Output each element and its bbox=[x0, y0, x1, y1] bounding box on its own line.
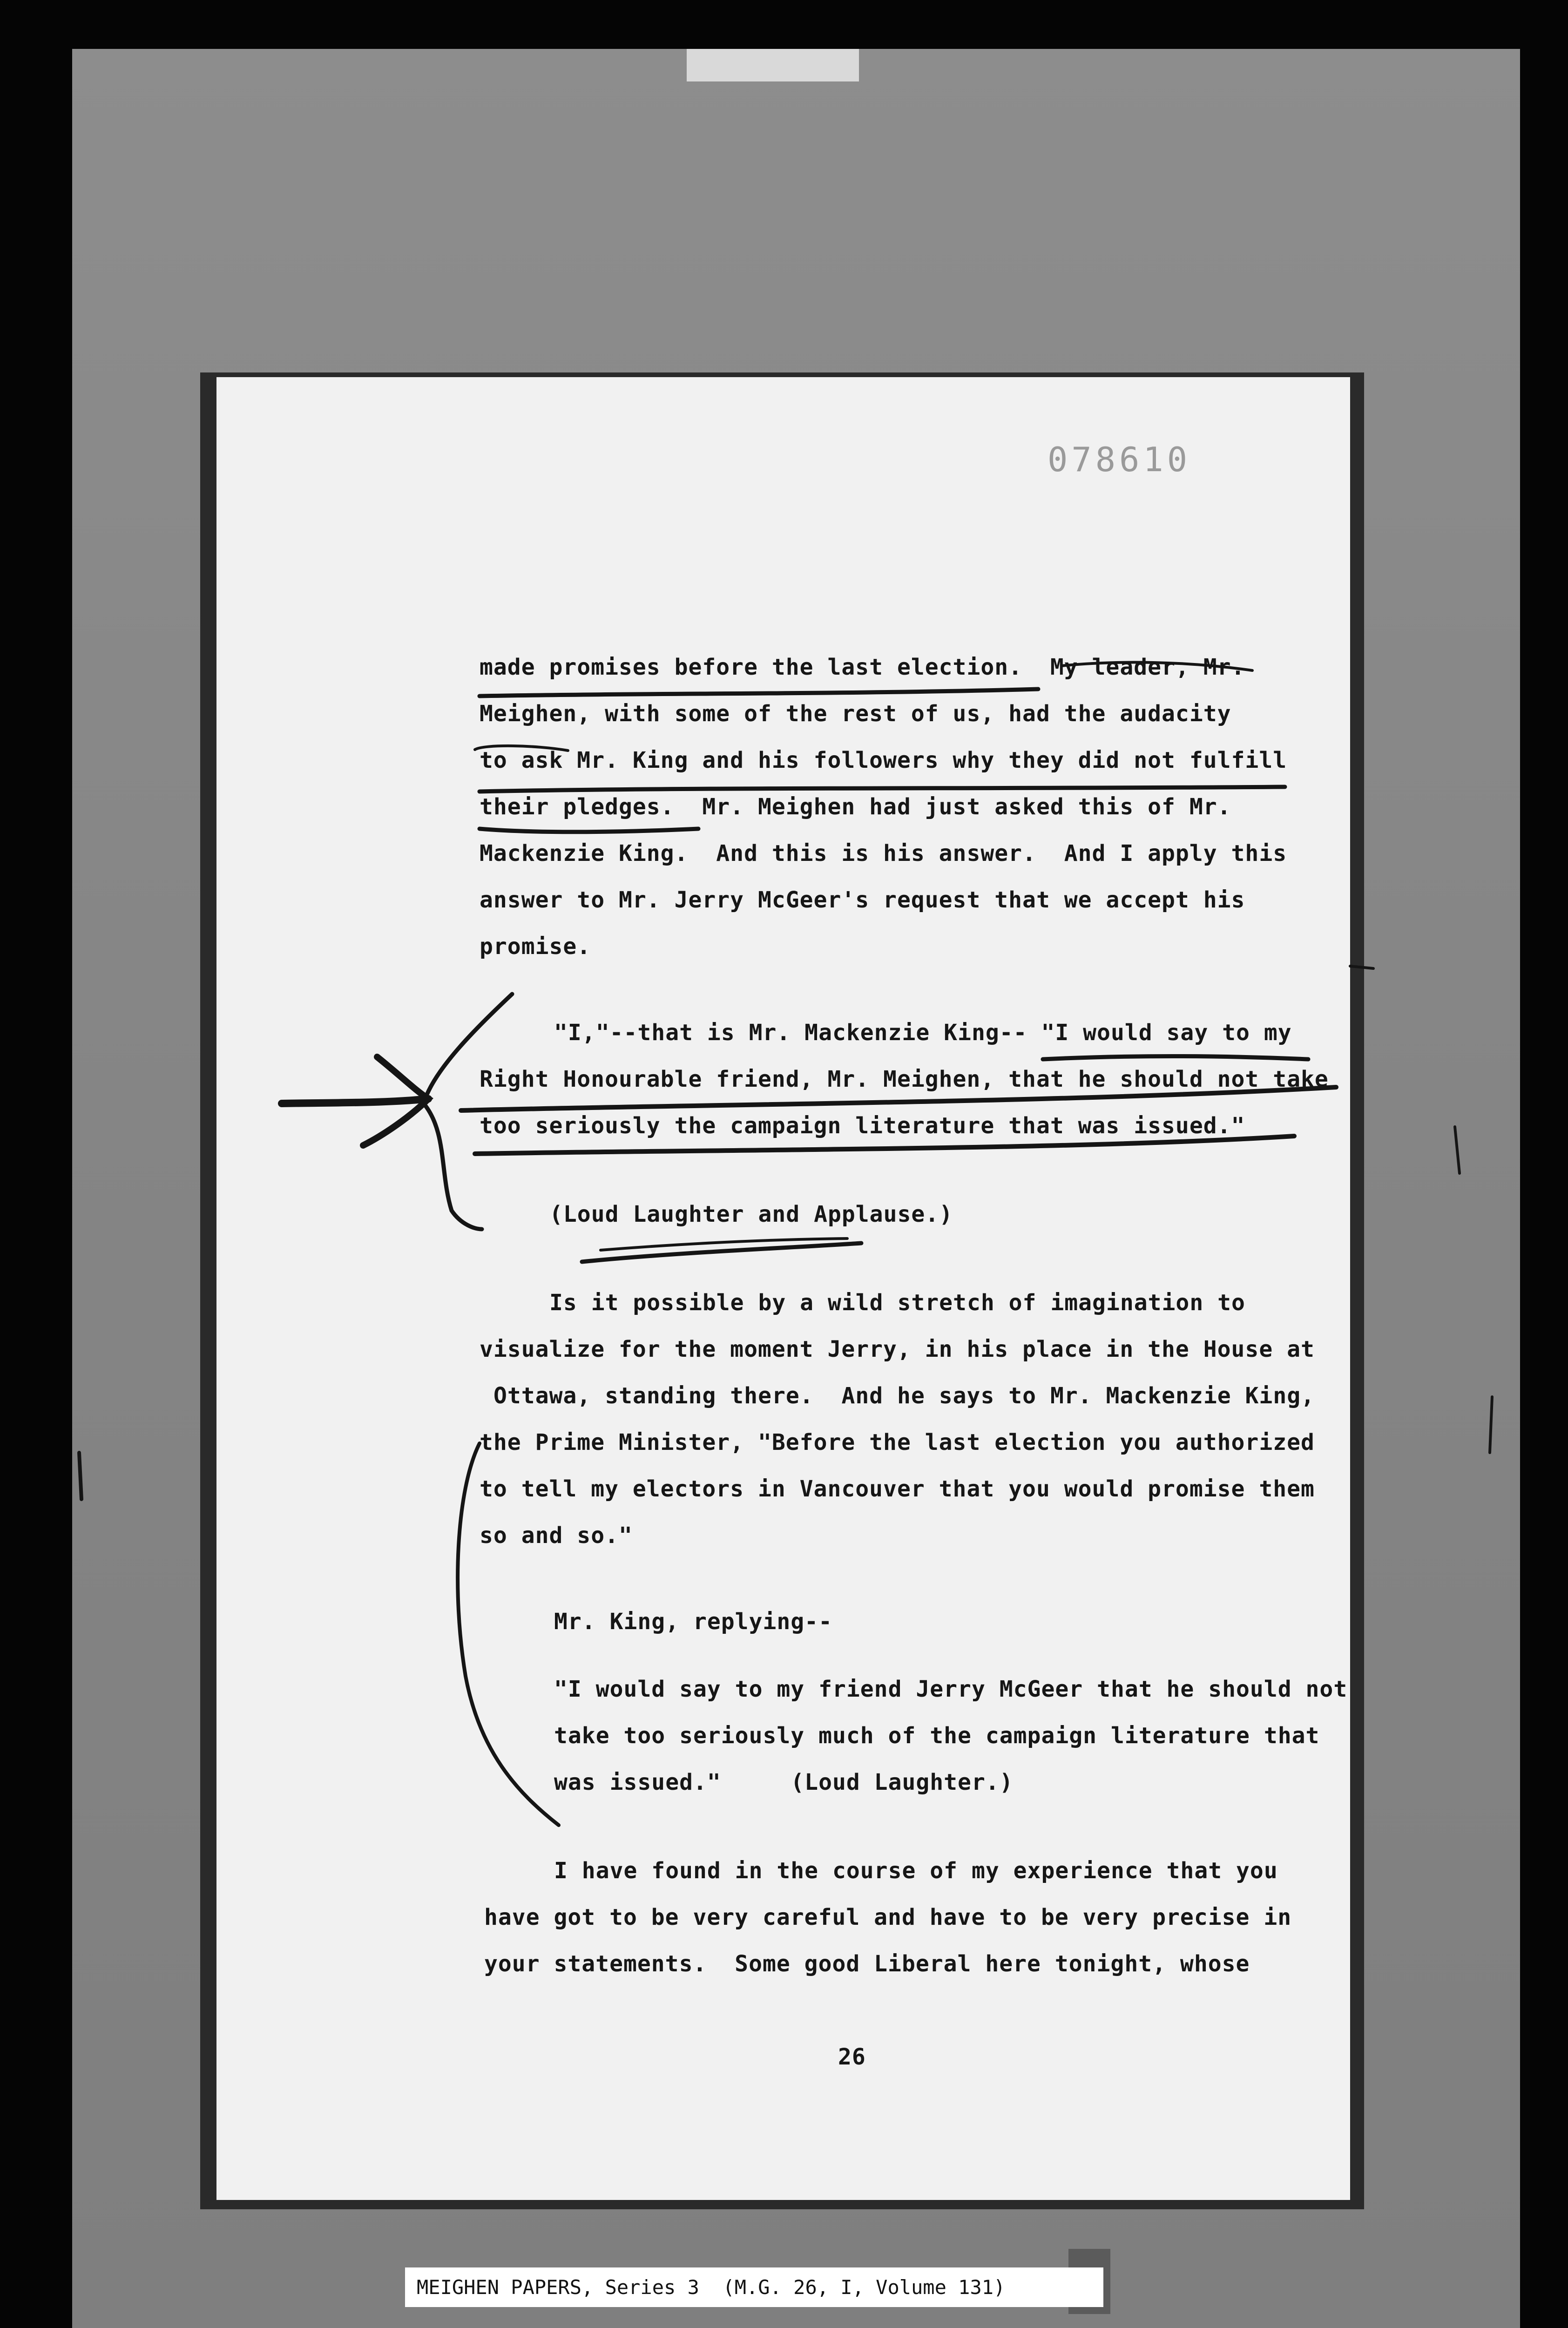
text-line: I have found in the course of my experience that you bbox=[554, 1858, 1278, 1884]
text-line: to ask Mr. King and his followers why they did not fulfill bbox=[480, 747, 1287, 773]
underline-mark bbox=[582, 1243, 861, 1262]
text-line: to tell my electors in Vancouver that you would promise them bbox=[480, 1476, 1315, 1502]
underline-mark bbox=[480, 689, 1038, 696]
text-line: the Prime Minister, "Before the last election you authorized bbox=[480, 1429, 1315, 1455]
collection-label: MEIGHEN PAPERS, Series 3 (M.G. 26, I, Volume 131) bbox=[405, 2267, 1103, 2307]
underline-mark bbox=[475, 1136, 1294, 1154]
stray-mark bbox=[1455, 1127, 1460, 1173]
speaker-line: Mr. King, replying-- bbox=[554, 1609, 832, 1635]
stray-mark bbox=[79, 1453, 81, 1499]
quote-line: "I,"--that is Mr. Mackenzie King-- "I would say to my bbox=[554, 1020, 1292, 1046]
laughter-note: (Loud Laughter and Applause.) bbox=[549, 1201, 953, 1227]
underline-mark bbox=[480, 787, 1285, 792]
quote-line: was issued." (Loud Laughter.) bbox=[554, 1769, 1014, 1795]
text-line: Is it possible by a wild stretch of imagination to bbox=[549, 1290, 1245, 1316]
text-line: have got to be very careful and have to be very precise in bbox=[484, 1904, 1292, 1930]
text-line: your statements. Some good Liberal here tonight, whose bbox=[484, 1951, 1250, 1977]
underline-mark bbox=[475, 746, 568, 751]
text-line: Meighen, with some of the rest of us, had the audacity bbox=[480, 701, 1231, 727]
catalog-number: 078610 bbox=[1048, 440, 1191, 479]
text-line: their pledges. Mr. Meighen had just asked this of Mr. bbox=[480, 794, 1231, 820]
text-line: so and so." bbox=[480, 1523, 633, 1549]
stray-mark bbox=[1350, 966, 1373, 968]
underline-mark bbox=[480, 829, 698, 832]
text-line: visualize for the moment Jerry, in his place in the House at bbox=[480, 1336, 1315, 1362]
quote-line: Right Honourable friend, Mr. Meighen, that he should not take bbox=[480, 1066, 1329, 1092]
text-line: Mackenzie King. And this is his answer. And I apply this bbox=[480, 840, 1287, 866]
text-line: made promises before the last election. My leader, Mr. bbox=[480, 654, 1245, 680]
arrow-mark bbox=[282, 1099, 428, 1103]
underline-mark bbox=[1043, 1056, 1308, 1059]
page-number: 26 bbox=[838, 2044, 866, 2070]
stray-mark bbox=[1490, 1397, 1492, 1453]
quote-line: too seriously the campaign literature that was issued." bbox=[480, 1113, 1245, 1139]
bracket-mark bbox=[458, 1443, 559, 1825]
quote-line: take too seriously much of the campaign literature that bbox=[554, 1723, 1320, 1749]
text-line: answer to Mr. Jerry McGeer's request that we accept his bbox=[480, 887, 1245, 913]
quote-line: "I would say to my friend Jerry McGeer that he should not bbox=[554, 1676, 1348, 1702]
text-line: Ottawa, standing there. And he says to Mr. Mackenzie King, bbox=[493, 1383, 1315, 1409]
underline-mark bbox=[461, 1087, 1336, 1110]
text-line: promise. bbox=[480, 934, 591, 960]
underline-mark bbox=[1061, 663, 1252, 670]
